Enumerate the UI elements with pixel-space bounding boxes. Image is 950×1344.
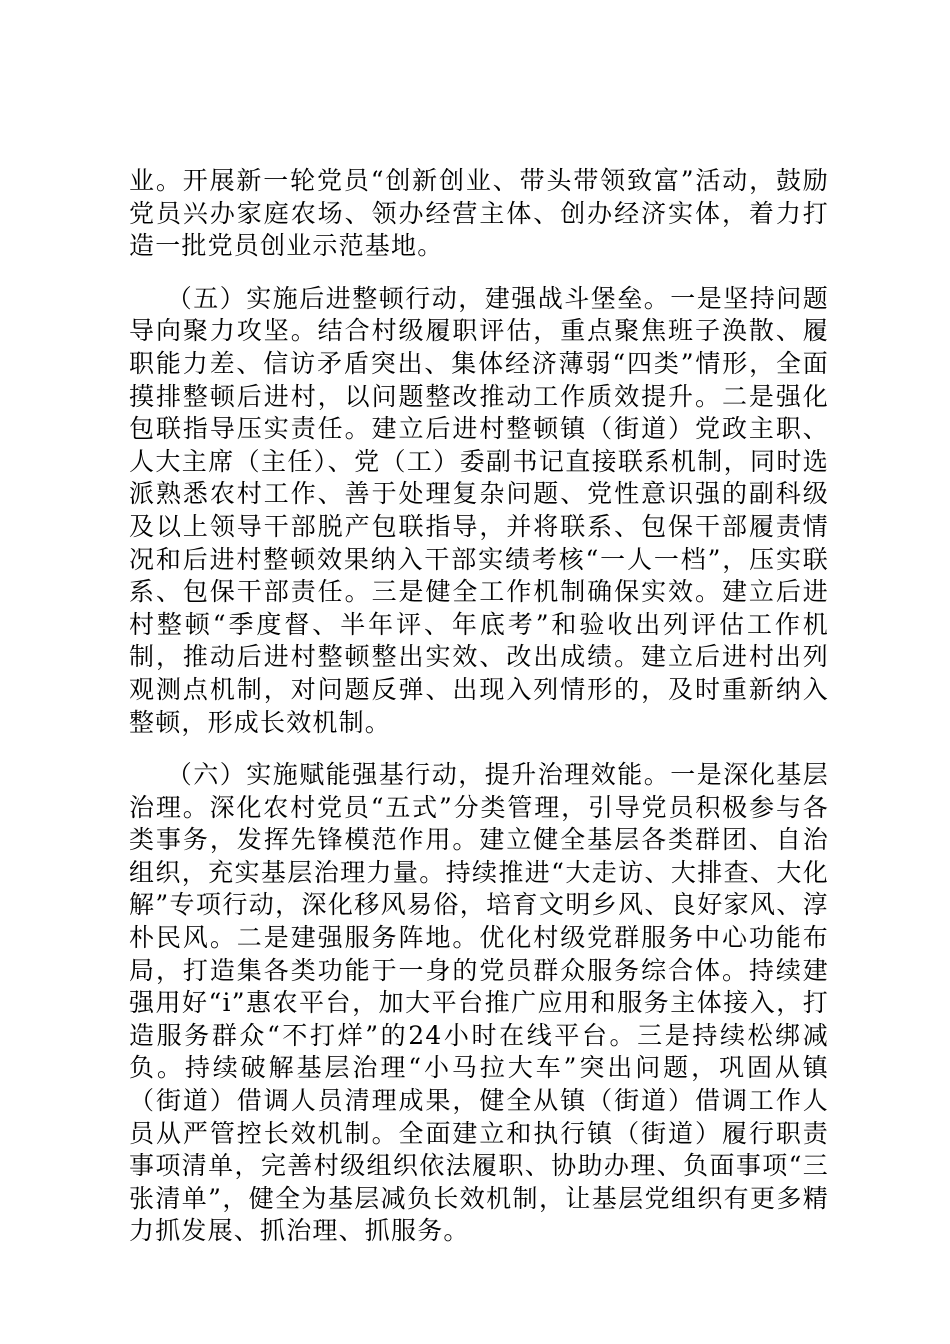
paragraph-section-5: （五）实施后进整顿行动，建强战斗堡垒。一是坚持问题导向聚力攻坚。结合村级履职评估，重点聚焦班子涣散、履职能力差、信访矛盾突出、集体经济薄弱“四类”情形，全面摸排整顿后进村，以问题整改推动工作质效提升。二是强化包联指导压实责任。建立后进村整顿镇（街道）党政主职、人大主席（主任）、党（工）委副书记直接联系机制，同时选派熟悉农村工作、善于处理复杂问题、党性意识强的副科级及以上领导干部脱产包联指导，并将联系、包保干部履责情况和后进村整顿效果纳入干部实绩考核“一人一档”，压实联系、包保干部责任。三是健全工作机制确保实效。建立后进村整顿“季度督、半年评、年底考”和验收出列评估工作机制，推动后进村整顿整出实效、改出成绩。建立后进村出列观测点机制，对问题反弹、出现入列情形的，及时重新纳入整顿，形成长效机制。 [129, 283, 829, 737]
document-body [129, 165, 829, 1248]
paragraph-continuation: 业。开展新一轮党员“创新创业、带头带领致富”活动，鼓励党员兴办家庭农场、领办经营主体、创办经济实体，着力打造一批党员创业示范基地。 [129, 166, 829, 261]
paragraph-section-6: （六）实施赋能强基行动，提升治理效能。一是深化基层治理。深化农村党员“五式”分类管理，引导党员积极参与各类事务，发挥先锋模范作用。建立健全基层各类群团、自治组织，充实基层治理力量。持续推进“大走访、大排查、大化解”专项行动，深化移风易俗，培育文明乡风、良好家风、淳朴民风。二是建强服务阵地。优化村级党群服务中心功能布局，打造集各类功能于一身的党员群众服务综合体。持续建强用好“i”惠农平台，加大平台推广应用和服务主体接入，打造服务群众“不打烊”的24小时在线平台。三是持续松绑减负。持续破解基层治理“小马拉大车”突出问题，巩固从镇（街道）借调人员清理成果，健全从镇（街道）借调工作人员从严管控长效机制。全面建立和执行镇（街道）履行职责事项清单，完善村级组织依法履职、协助办理、负面事项“三张清单”，健全为基层减负长效机制，让基层党组织有更多精力抓发展、抓治理、抓服务。 [129, 760, 829, 1246]
